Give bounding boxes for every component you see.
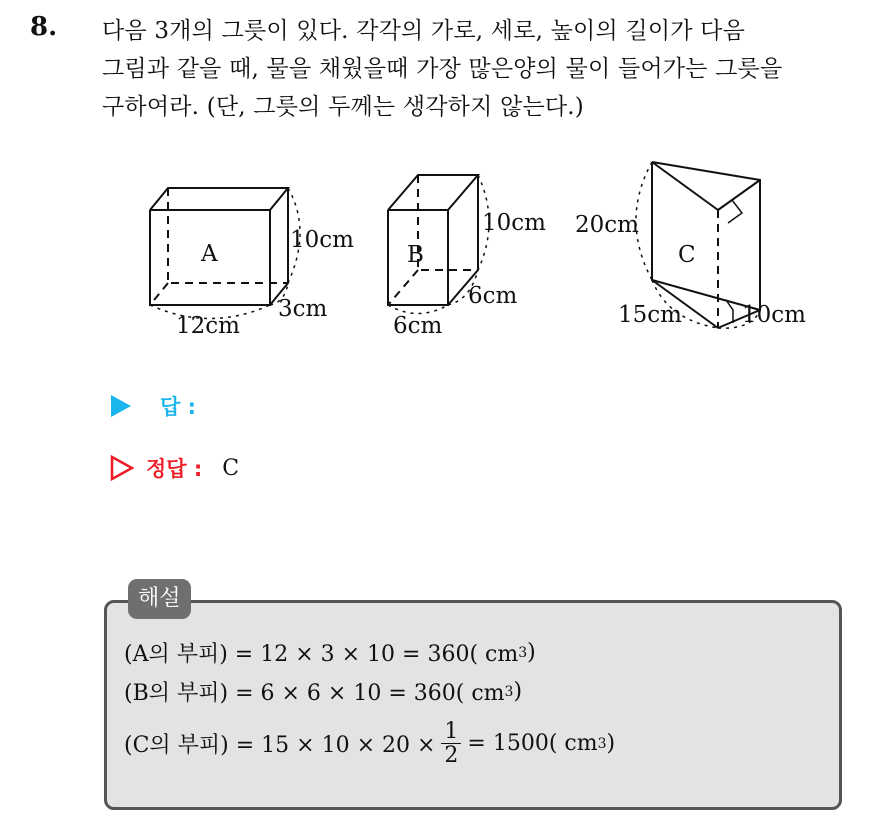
close-paren: ): [527, 640, 536, 665]
label-c-height: 20cm: [575, 212, 639, 238]
explanation-line-a: [124, 637, 536, 668]
question-line: 그림과 같을 때, 물을 채웠을때 가장 많은양의 물이 들어가는 그릇을: [102, 56, 783, 82]
exponent: 3: [597, 735, 607, 752]
label-b-width: 6cm: [393, 313, 443, 339]
label-c-leg1: 15cm: [618, 302, 682, 328]
explanation-c-text: (C의 부피) = 15 × 10 × 20 ×: [124, 733, 436, 759]
correct-answer-label: 정답 :: [146, 457, 203, 481]
label-a-depth: 3cm: [278, 296, 328, 322]
close-paren: ): [513, 679, 523, 704]
explanation-c-result: = 1500( cm: [467, 731, 598, 757]
outline-triangle-icon: [110, 455, 134, 481]
exponent: 3: [504, 683, 514, 700]
label-c: C: [678, 242, 696, 268]
explanation-b-text: (B의 부피) = 6 × 6 × 10 = 360( cm: [124, 681, 505, 706]
explanation-line-b: [124, 676, 522, 707]
containers-figure: [0, 150, 884, 350]
explanation-tag: 해설: [128, 579, 191, 619]
fraction-numerator: 1: [441, 720, 461, 744]
label-a-width: 12cm: [176, 313, 240, 339]
question-line: 구하여라. (단, 그릇의 두께는 생각하지 않는다.): [102, 94, 584, 120]
label-b-depth: 6cm: [468, 283, 518, 309]
question-line: 다음 3개의 그릇이 있다. 각각의 가로, 세로, 높이의 길이가 다음: [102, 18, 745, 44]
question-number: 8.: [30, 12, 58, 42]
answer-label: 답 :: [160, 395, 196, 419]
question-text: [102, 12, 862, 126]
explanation-a-text: (A의 부피) = 12 × 3 × 10 = 360( cm: [124, 642, 519, 667]
explanation-line-c: [124, 720, 615, 767]
correct-answer-row: [110, 452, 239, 484]
correct-answer-value: C: [222, 455, 240, 481]
fraction-one-half: [441, 720, 461, 767]
filled-triangle-icon: [110, 394, 132, 418]
label-b-height: 10cm: [482, 210, 546, 236]
fraction-denominator: 2: [444, 743, 459, 769]
exponent: 3: [518, 644, 528, 661]
label-a: A: [201, 241, 218, 267]
label-b: B: [407, 242, 424, 268]
answer-row: [110, 390, 196, 422]
close-paren: ): [606, 731, 616, 757]
label-a-height: 10cm: [290, 227, 354, 253]
label-c-leg2: 10cm: [742, 302, 806, 328]
